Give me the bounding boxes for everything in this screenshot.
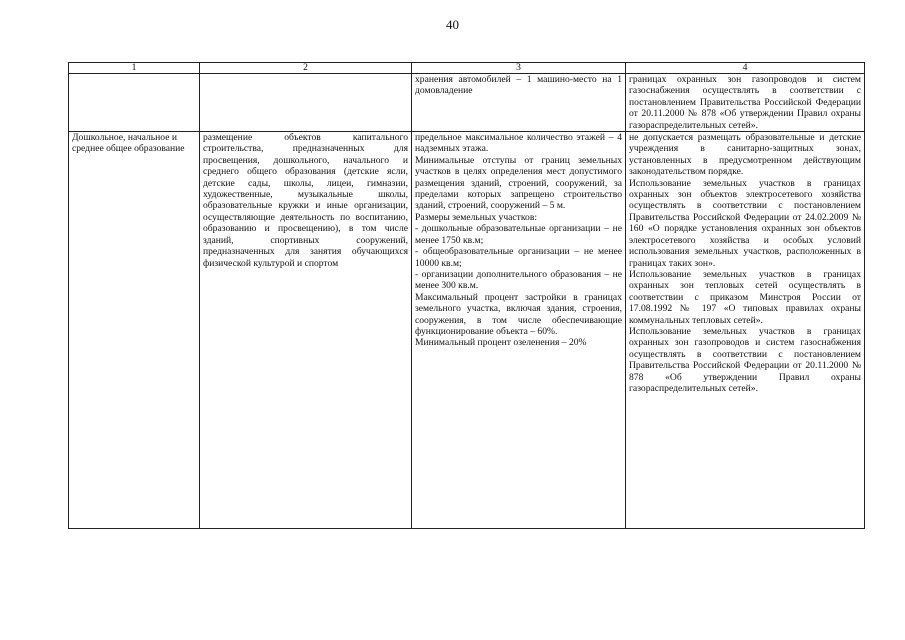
paragraph: размещение объектов капитального строительства, предназначенных для просвещения, дошкольного, начального и среднего общего образования (детские ясли, детские сады, школы, лицеи, гимназии, художественные, музыкальные школы, образовательные кружки и иные организации, осуществляющие деятельность по воспитанию, образованию и просвещению), в том числе зданий, спортивных сооружений, предназначенных для занятия обучающихся физической культурой и спортом	[203, 132, 408, 269]
page-number: 40	[446, 17, 459, 32]
cell-parameters	[412, 74, 626, 132]
column-header-1: 1	[69, 63, 200, 74]
paragraph: Использование земельных участков в границах охранных зон газопроводов и систем газоснабжения осуществлять в соответствии с постановлением Правительства Российской Федерации от 20.11.2000 № 878 «Об утверждении Правил охраны газораспределительных сетей».	[629, 325, 861, 394]
table-row	[69, 74, 865, 132]
paragraph: - дошкольные образовательные организации – не менее 1750 кв.м;	[415, 223, 622, 246]
cell-use-description	[200, 132, 412, 529]
column-header-3: 3	[412, 63, 626, 74]
paragraph: Дошкольное, начальное и среднее общее образование	[72, 132, 185, 155]
cell-restrictions	[626, 132, 865, 529]
column-header-4: 4	[626, 63, 865, 74]
paragraph: Использование земельных участков в границах охранных зон объектов электросетевого хозяйства осуществлять в соответствии с постановлением Правительства Российской Федерации от 24.02.2009 № 160 «О порядке установления охранных зон объектов электросетевого хозяйства и особых условий использования земельных участков, расположенных в границах таких зон».	[629, 177, 861, 269]
column-header-2: 2	[200, 63, 412, 74]
cell-use-name	[69, 74, 200, 132]
cell-use-description	[200, 74, 412, 132]
table-row	[69, 132, 865, 529]
paragraph: Минимальный процент озеленения – 20%	[415, 337, 587, 349]
paragraph: - организации дополнительного образования – не менее 300 кв.м.	[415, 268, 622, 292]
header-row	[69, 63, 865, 74]
paragraph: хранения автомобилей – 1 машино-место на 1 домовладение	[415, 74, 622, 97]
cell-use-name	[69, 132, 200, 529]
zoning-table	[68, 62, 865, 529]
paragraph: предельное максимальное количество этажей – 4 надземных этажа.	[415, 132, 622, 155]
paragraph: Использование земельных участков в границах охранных зон тепловых сетей осуществлять в соответствии с приказом Минстроя России от 17.08.1992 № 197 «О типовых правилах охраны коммунальных тепловых сетей».	[629, 268, 861, 326]
cell-restrictions	[626, 74, 865, 132]
paragraph: Максимальный процент застройки в границах земельного участка, включая здания, строения, сооружения, в том числе обеспечивающие функционирование объекта – 60%.	[415, 291, 622, 337]
paragraph: не допускается размещать образовательные и детские учреждения в санитарно-защитных зонах, установленных в предусмотренном действующим законодательством порядке.	[629, 132, 861, 178]
paragraph: Размеры земельных участков:	[415, 211, 538, 223]
paragraph: - общеобразовательные организации – не менее 10000 кв.м;	[415, 246, 622, 269]
paragraph: Минимальные отступы от границ земельных участков в целях определения мест допустимого размещения зданий, строений, сооружений, за пределами которых запрещено строительство зданий, строений, сооружений – 5 м.	[415, 154, 622, 212]
paragraph: границах охранных зон газопроводов и систем газоснабжения осуществлять в соответствии с постановлением Правительства Российской Федерации от 20.11.2000 № 878 «Об утверждении Правил охраны газораспределительных сетей».	[629, 74, 861, 131]
cell-parameters	[412, 132, 626, 529]
